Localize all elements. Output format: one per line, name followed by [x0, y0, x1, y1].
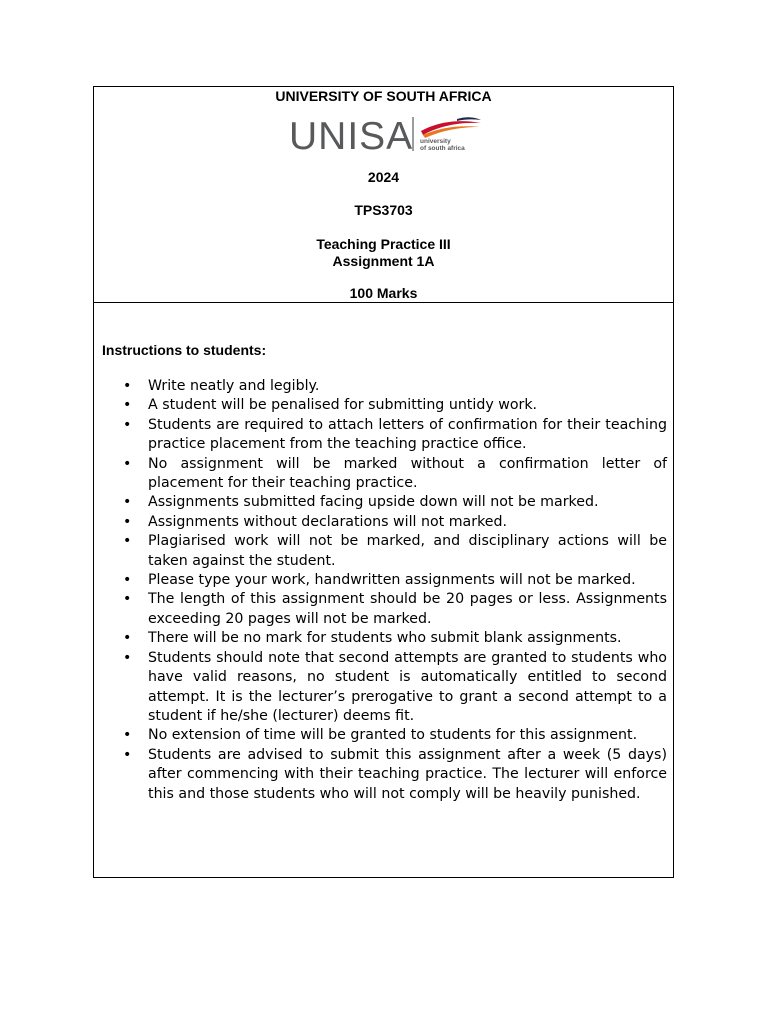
document-frame [93, 86, 674, 878]
bullet-icon: • [123, 746, 132, 763]
list-item [94, 513, 673, 532]
university-name: UNIVERSITY OF SOUTH AFRICA [275, 88, 492, 104]
total-marks: 100 Marks [349, 285, 418, 301]
list-item-text: Please type your work, handwritten assignments will not be marked. [148, 572, 636, 589]
instructions-list [94, 377, 673, 804]
list-item [94, 746, 673, 804]
list-item-text: No assignment will be marked without a confirmation letter of placement for their teaching practice. [148, 455, 667, 492]
list-item-text: Assignments without declarations will not marked. [148, 513, 508, 530]
module-name: Teaching Practice III [316, 236, 451, 252]
bullet-icon: • [123, 649, 132, 666]
list-item [94, 629, 673, 648]
bullet-icon: • [123, 378, 132, 394]
list-item-text: Students are required to attach letters of confirmation for their teaching practice placement from the teaching practice office. [148, 416, 667, 453]
bullet-icon: • [123, 572, 132, 589]
logo-subtext-2: of south africa [420, 145, 465, 152]
list-item-text: No extension of time will be granted to students for this assignment. [148, 727, 638, 744]
list-item [94, 455, 673, 494]
list-item-text: There will be no mark for students who submit blank assignments. [148, 630, 622, 647]
list-item-text: Students should note that second attempts are granted to students who have valid reasons, no student is automatically entitled to second attempt. It is the lecturer’s prerogative to grant a second attempt to a student if he/she (lecturer) deems fit. [148, 649, 667, 724]
list-item [94, 493, 673, 512]
bullet-icon: • [123, 630, 132, 647]
bullet-icon: • [123, 513, 132, 530]
list-item-text: Write neatly and legibly. [148, 378, 320, 394]
list-item [94, 649, 673, 727]
bullet-icon: • [123, 591, 132, 608]
bullet-icon: • [123, 727, 132, 744]
module-code: TPS3703 [354, 202, 413, 218]
list-item [94, 396, 673, 415]
list-item-text: The length of this assignment should be 20 pages or less. Assignments exceeding 20 pages will not be marked. [148, 591, 667, 627]
list-item [94, 571, 673, 590]
year: 2024 [367, 169, 400, 185]
list-item [94, 590, 673, 629]
list-item-text: Students are advised to submit this assignment after a week (5 days) after commencing with their teaching practice. The lecturer will enforce this and those students who will not comply will be heavily punished. [148, 746, 667, 802]
bullet-icon: • [123, 533, 132, 550]
list-item [94, 532, 673, 571]
bullet-icon: • [123, 455, 132, 472]
list-item [94, 377, 673, 396]
bullet-icon: • [123, 416, 132, 433]
list-item-text: A student will be penalised for submitting untidy work. [148, 397, 538, 414]
title-block [94, 87, 673, 303]
logo-subtext-1: university [420, 138, 451, 145]
logo-wordmark: UNISA [289, 115, 414, 155]
instructions-heading: Instructions to students: [102, 342, 267, 358]
list-item [94, 726, 673, 745]
assignment-name: Assignment 1A [332, 253, 435, 269]
bullet-icon: • [123, 494, 132, 511]
list-item-text: Plagiarised work will not be marked, and disciplinary actions will be taken against the student. [148, 533, 667, 569]
list-item [94, 416, 673, 455]
unisa-logo [289, 113, 484, 155]
bullet-icon: • [123, 397, 132, 414]
list-item-text: Assignments submitted facing upside down will not be marked. [148, 494, 599, 511]
